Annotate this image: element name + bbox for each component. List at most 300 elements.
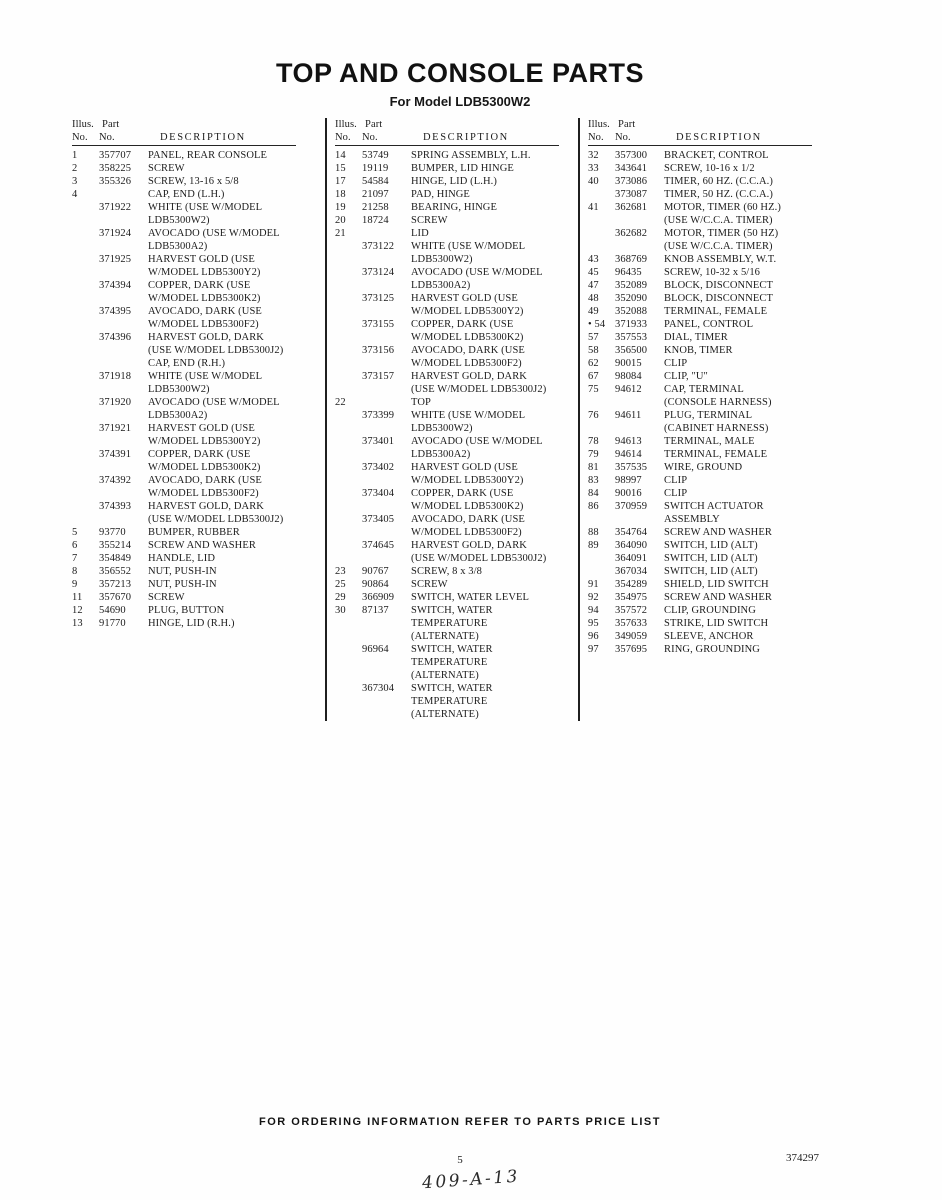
part-no-cell: 94612 xyxy=(615,384,642,395)
part-row xyxy=(335,565,578,578)
illus-header-label: Illus. xyxy=(588,119,610,130)
part-row xyxy=(72,565,325,578)
illus-no-cell: 75 xyxy=(588,384,599,395)
description-cell: SCREW AND WASHER xyxy=(664,527,772,538)
part-row xyxy=(72,422,325,448)
part-row xyxy=(335,513,578,539)
part-no-cell: 94611 xyxy=(615,410,642,421)
part-row xyxy=(588,552,831,565)
description-cell: SWITCH, LID (ALT) xyxy=(664,553,758,564)
part-row xyxy=(588,253,831,266)
description-cell: SCREW xyxy=(411,215,448,226)
part-no-cell: 352090 xyxy=(615,293,648,304)
part-row xyxy=(72,500,325,526)
description-cell: BLOCK, DISCONNECT xyxy=(664,293,774,304)
illus-no-cell: 57 xyxy=(588,332,599,343)
illus-no-cell: 23 xyxy=(335,566,346,577)
part-no-cell: 373402 xyxy=(362,462,395,473)
part-row xyxy=(588,565,831,578)
illus-no-cell: 5 xyxy=(72,527,78,538)
description-cell: SCREW, 10-32 x 5/16 xyxy=(664,267,761,278)
part-row xyxy=(588,643,831,656)
illus-no-cell: 1 xyxy=(72,150,78,161)
illus-header-label: Illus. xyxy=(335,119,357,130)
part-row xyxy=(588,474,831,487)
part-row xyxy=(72,591,325,604)
part-row xyxy=(335,149,578,162)
part-row xyxy=(588,487,831,500)
part-no-cell: 94614 xyxy=(615,449,642,460)
part-row xyxy=(588,149,831,162)
part-row xyxy=(72,526,325,539)
description-cell: SPRING ASSEMBLY, L.H. xyxy=(411,150,531,161)
part-row xyxy=(588,331,831,344)
part-no-label: No. xyxy=(362,132,378,143)
part-no-cell: 90864 xyxy=(362,579,389,590)
part-row xyxy=(72,578,325,591)
part-no-cell: 374392 xyxy=(99,475,132,486)
part-row xyxy=(588,175,831,188)
description-cell: AVOCADO (USE W/MODEL LDB5300A2) xyxy=(411,267,543,291)
part-no-cell: 362682 xyxy=(615,228,648,239)
illus-no-cell: 91 xyxy=(588,579,599,590)
description-cell: SCREW xyxy=(148,163,185,174)
description-cell: AVOCADO (USE W/MODEL LDB5300A2) xyxy=(411,436,543,460)
part-no-cell: 373155 xyxy=(362,319,395,330)
part-row xyxy=(335,162,578,175)
illus-no-cell: 30 xyxy=(335,605,346,616)
description-cell: SWITCH, WATER TEMPERATURE (ALTERNATE) xyxy=(411,683,493,720)
part-no-cell: 18724 xyxy=(362,215,389,226)
part-no-cell: 371924 xyxy=(99,228,132,239)
description-cell: CAP, END (L.H.) xyxy=(148,189,225,200)
part-no-cell: 90767 xyxy=(362,566,389,577)
part-no-cell: 371933 xyxy=(615,319,648,330)
part-no-cell: 93770 xyxy=(99,527,126,538)
description-cell: TIMER, 50 HZ. (C.C.A.) xyxy=(664,189,773,200)
part-row xyxy=(72,396,325,422)
page-number: 5 xyxy=(457,1154,463,1166)
part-row xyxy=(588,162,831,175)
illus-no-cell: 89 xyxy=(588,540,599,551)
part-no-cell: 364090 xyxy=(615,540,648,551)
illus-no-cell: 15 xyxy=(335,163,346,174)
part-no-cell: 87137 xyxy=(362,605,389,616)
description-cell: CLIP, GROUNDING xyxy=(664,605,756,616)
part-no-cell: 349059 xyxy=(615,631,648,642)
part-no-cell: 371920 xyxy=(99,397,132,408)
description-cell: HANDLE, LID xyxy=(148,553,216,564)
footer-note: FOR ORDERING INFORMATION REFER TO PARTS PRICE LIST xyxy=(259,1116,661,1128)
illus-no-cell: 33 xyxy=(588,163,599,174)
illus-no-cell: 76 xyxy=(588,410,599,421)
part-row xyxy=(588,266,831,279)
description-cell: SWITCH, WATER TEMPERATURE (ALTERNATE) xyxy=(411,605,493,642)
part-no-cell: 352088 xyxy=(615,306,648,317)
part-row xyxy=(335,643,578,682)
part-row xyxy=(72,604,325,617)
part-header-label: Part xyxy=(618,119,636,130)
part-no-cell: 98997 xyxy=(615,475,642,486)
description-cell: HINGE, LID (R.H.) xyxy=(148,618,235,629)
part-no-cell: 90016 xyxy=(615,488,642,499)
description-cell: AVOCADO (USE W/MODEL LDB5300A2) xyxy=(148,228,280,252)
illus-no-cell: 92 xyxy=(588,592,599,603)
illus-no-cell: 43 xyxy=(588,254,599,265)
illus-no-cell: 88 xyxy=(588,527,599,538)
description-cell: AVOCADO, DARK (USE W/MODEL LDB5300F2) xyxy=(148,306,262,330)
parts-column-3 xyxy=(578,118,831,721)
part-no-cell: 374391 xyxy=(99,449,132,460)
description-cell: DIAL, TIMER xyxy=(664,332,728,343)
part-row xyxy=(335,240,578,266)
description-cell: STRIKE, LID SWITCH xyxy=(664,618,769,629)
part-no-cell: 374394 xyxy=(99,280,132,291)
illus-no-cell: 49 xyxy=(588,306,599,317)
description-cell: MOTOR, TIMER (60 HZ.) (USE W/C.C.A. TIMER) xyxy=(664,202,781,226)
part-row xyxy=(588,604,831,617)
description-cell: BEARING, HINGE xyxy=(411,202,497,213)
description-cell: HARVEST GOLD (USE W/MODEL LDB5300Y2) xyxy=(411,293,524,317)
illus-no-cell: 83 xyxy=(588,475,599,486)
description-cell: TOP xyxy=(411,397,431,408)
part-no-cell: 357553 xyxy=(615,332,648,343)
description-cell: SHIELD, LID SWITCH xyxy=(664,579,769,590)
illus-header-label: Illus. xyxy=(72,119,94,130)
illus-no-cell: 81 xyxy=(588,462,599,473)
part-row xyxy=(335,591,578,604)
part-no-cell: 357670 xyxy=(99,592,132,603)
part-row xyxy=(72,448,325,474)
part-no-cell: 343641 xyxy=(615,163,648,174)
part-row xyxy=(588,448,831,461)
illus-no-cell: 20 xyxy=(335,215,346,226)
part-no-cell: 357707 xyxy=(99,150,132,161)
part-row xyxy=(335,487,578,513)
part-no-cell: 371922 xyxy=(99,202,132,213)
part-no-cell: 371918 xyxy=(99,371,132,382)
illus-no-cell: 19 xyxy=(335,202,346,213)
description-cell: BLOCK, DISCONNECT xyxy=(664,280,774,291)
part-row xyxy=(335,227,578,240)
part-header-label: Part xyxy=(365,119,383,130)
description-cell: BUMPER, LID HINGE xyxy=(411,163,514,174)
part-no-cell: 352089 xyxy=(615,280,648,291)
parts-column-2 xyxy=(325,118,578,721)
part-no-cell: 368769 xyxy=(615,254,648,265)
part-no-cell: 357535 xyxy=(615,462,648,473)
illus-no-cell: 2 xyxy=(72,163,78,174)
illus-no-cell: 40 xyxy=(588,176,599,187)
part-row xyxy=(335,539,578,565)
description-cell: BRACKET, CONTROL xyxy=(664,150,769,161)
part-row xyxy=(72,175,325,188)
part-row xyxy=(335,435,578,461)
illus-no-cell: 12 xyxy=(72,605,83,616)
part-no-cell: 98084 xyxy=(615,371,642,382)
page-header xyxy=(70,58,850,109)
description-cell: MOTOR, TIMER (50 HZ) (USE W/C.C.A. TIMER) xyxy=(664,228,779,252)
part-row xyxy=(72,227,325,253)
illus-no-cell: 9 xyxy=(72,579,78,590)
description-cell: HARVEST GOLD (USE W/MODEL LDB5300Y2) xyxy=(148,423,261,447)
part-no-cell: 357572 xyxy=(615,605,648,616)
part-row xyxy=(588,500,831,526)
part-row xyxy=(72,331,325,370)
description-cell: SCREW xyxy=(148,592,185,603)
description-cell: SCREW AND WASHER xyxy=(664,592,772,603)
part-row xyxy=(72,474,325,500)
description-cell: CLIP xyxy=(664,475,688,486)
part-no-cell: 373122 xyxy=(362,241,395,252)
description-cell: SCREW AND WASHER xyxy=(148,540,256,551)
part-row xyxy=(72,162,325,175)
description-cell: HARVEST GOLD, DARK (USE W/MODEL LDB5300J2) xyxy=(148,501,284,525)
column-header xyxy=(335,118,578,146)
description-cell: HARVEST GOLD, DARK (USE W/MODEL LDB5300J2) CAP, END (R.H.) xyxy=(148,332,284,369)
illus-no-label: No. xyxy=(588,132,604,143)
part-no-cell: 21097 xyxy=(362,189,389,200)
part-no-cell: 362681 xyxy=(615,202,648,213)
part-row xyxy=(588,539,831,552)
description-cell: AVOCADO, DARK (USE W/MODEL LDB5300F2) xyxy=(411,514,525,538)
description-cell: KNOB ASSEMBLY, W.T. xyxy=(664,254,777,265)
parts-table xyxy=(72,118,831,721)
part-no-cell: 94613 xyxy=(615,436,642,447)
illus-no-label: No. xyxy=(335,132,351,143)
description-cell: CAP, TERMINAL (CONSOLE HARNESS) xyxy=(664,384,772,408)
illus-no-cell: 41 xyxy=(588,202,599,213)
description-cell: NUT, PUSH-IN xyxy=(148,566,217,577)
part-row xyxy=(588,617,831,630)
part-row xyxy=(588,630,831,643)
illus-no-cell: 62 xyxy=(588,358,599,369)
parts-column-1 xyxy=(72,118,325,721)
illus-no-cell: 95 xyxy=(588,618,599,629)
description-cell: AVOCADO (USE W/MODEL LDB5300A2) xyxy=(148,397,280,421)
part-no-cell: 373399 xyxy=(362,410,395,421)
part-row xyxy=(335,370,578,396)
illus-no-cell: 29 xyxy=(335,592,346,603)
illus-no-cell: 48 xyxy=(588,293,599,304)
part-no-cell: 374393 xyxy=(99,501,132,512)
description-cell: TERMINAL, MALE xyxy=(664,436,755,447)
illus-no-cell: 79 xyxy=(588,449,599,460)
illus-no-cell: 11 xyxy=(72,592,83,603)
part-no-cell: 357695 xyxy=(615,644,648,655)
illus-no-cell: 6 xyxy=(72,540,78,551)
part-row xyxy=(335,578,578,591)
part-no-cell: 54584 xyxy=(362,176,389,187)
part-row xyxy=(588,292,831,305)
part-row xyxy=(588,318,831,331)
description-cell: LID xyxy=(411,228,429,239)
description-cell: PANEL, REAR CONSOLE xyxy=(148,150,268,161)
part-row xyxy=(588,201,831,227)
handwritten-mark: 409-A-13 xyxy=(421,1166,521,1194)
part-no-cell: 91770 xyxy=(99,618,126,629)
description-cell: COPPER, DARK (USE W/MODEL LDB5300K2) xyxy=(148,449,261,473)
part-row xyxy=(335,188,578,201)
part-no-cell: 373401 xyxy=(362,436,395,447)
illus-no-cell: 22 xyxy=(335,397,346,408)
illus-no-cell: 13 xyxy=(72,618,83,629)
description-cell: SCREW xyxy=(411,579,448,590)
part-row xyxy=(72,201,325,227)
part-no-cell: 373157 xyxy=(362,371,395,382)
description-cell: SCREW, 8 x 3/8 xyxy=(411,566,483,577)
part-row xyxy=(335,175,578,188)
description-cell: SLEEVE, ANCHOR xyxy=(664,631,754,642)
part-no-cell: 21258 xyxy=(362,202,389,213)
illus-no-cell: 84 xyxy=(588,488,599,499)
part-no-cell: 373086 xyxy=(615,176,648,187)
part-row xyxy=(335,461,578,487)
illus-no-cell: 67 xyxy=(588,371,599,382)
part-row xyxy=(588,279,831,292)
part-row xyxy=(335,318,578,344)
illus-no-cell: 45 xyxy=(588,267,599,278)
part-no-cell: 366909 xyxy=(362,592,395,603)
part-row xyxy=(588,526,831,539)
description-cell: TERMINAL, FEMALE xyxy=(664,306,768,317)
part-row xyxy=(588,461,831,474)
part-no-cell: 373404 xyxy=(362,488,395,499)
part-no-cell: 53749 xyxy=(362,150,389,161)
part-row xyxy=(335,682,578,721)
part-no-cell: 358225 xyxy=(99,163,132,174)
part-row xyxy=(335,201,578,214)
illus-no-cell: 94 xyxy=(588,605,599,616)
illus-no-cell: 8 xyxy=(72,566,78,577)
part-no-label: No. xyxy=(99,132,115,143)
part-row xyxy=(72,617,325,630)
part-row xyxy=(72,370,325,396)
illus-no-cell: 4 xyxy=(72,189,78,200)
part-row xyxy=(72,539,325,552)
description-cell: NUT, PUSH-IN xyxy=(148,579,217,590)
description-cell: SWITCH, WATER TEMPERATURE (ALTERNATE) xyxy=(411,644,493,681)
illus-no-cell: 47 xyxy=(588,280,599,291)
description-cell: CLIP xyxy=(664,488,688,499)
page-title: TOP AND CONSOLE PARTS xyxy=(275,58,645,88)
part-no-cell: 96435 xyxy=(615,267,642,278)
description-label: DESCRIPTION xyxy=(676,132,762,143)
page-subtitle: For Model LDB5300W2 xyxy=(389,94,531,109)
description-cell: KNOB, TIMER xyxy=(664,345,733,356)
description-cell: SWITCH ACTUATOR ASSEMBLY xyxy=(664,501,764,525)
description-cell: TERMINAL, FEMALE xyxy=(664,449,768,460)
column-header xyxy=(72,118,325,146)
part-row xyxy=(335,292,578,318)
part-row xyxy=(72,253,325,279)
description-cell: RING, GROUNDING xyxy=(664,644,760,655)
illus-no-cell: 17 xyxy=(335,176,346,187)
illus-no-cell: 78 xyxy=(588,436,599,447)
description-cell: WHITE (USE W/MODEL LDB5300W2) xyxy=(148,202,263,226)
part-row xyxy=(588,305,831,318)
part-no-cell: 373405 xyxy=(362,514,395,525)
part-no-cell: 374645 xyxy=(362,540,395,551)
part-row xyxy=(72,305,325,331)
description-cell: SCREW, 13-16 x 5/8 xyxy=(148,176,239,187)
description-cell: PLUG, BUTTON xyxy=(148,605,225,616)
description-cell: SWITCH, WATER LEVEL xyxy=(411,592,530,603)
column-header xyxy=(588,118,831,146)
part-no-cell: 373156 xyxy=(362,345,395,356)
part-no-label: No. xyxy=(615,132,631,143)
description-cell: HARVEST GOLD (USE W/MODEL LDB5300Y2) xyxy=(411,462,524,486)
part-no-cell: 371921 xyxy=(99,423,132,434)
description-cell: WHITE (USE W/MODEL LDB5300W2) xyxy=(411,410,526,434)
part-row xyxy=(588,344,831,357)
part-row xyxy=(335,396,578,409)
part-no-cell: 373124 xyxy=(362,267,395,278)
description-cell: PAD, HINGE xyxy=(411,189,470,200)
part-no-cell: 374395 xyxy=(99,306,132,317)
part-row xyxy=(588,591,831,604)
part-no-cell: 373087 xyxy=(615,189,648,200)
part-no-cell: 356552 xyxy=(99,566,132,577)
part-row xyxy=(72,279,325,305)
part-header-label: Part xyxy=(102,119,120,130)
part-row xyxy=(588,578,831,591)
part-row xyxy=(72,149,325,162)
description-cell: WIRE, GROUND xyxy=(664,462,743,473)
description-cell: HARVEST GOLD, DARK (USE W/MODEL LDB5300J2) xyxy=(411,371,547,395)
part-no-cell: 54690 xyxy=(99,605,126,616)
description-cell: COPPER, DARK (USE W/MODEL LDB5300K2) xyxy=(411,488,524,512)
part-row xyxy=(588,370,831,383)
illus-no-cell: 21 xyxy=(335,228,346,239)
description-cell: AVOCADO, DARK (USE W/MODEL LDB5300F2) xyxy=(411,345,525,369)
illus-no-label: No. xyxy=(72,132,88,143)
part-row xyxy=(588,227,831,253)
part-no-cell: 354849 xyxy=(99,553,132,564)
illus-no-cell: 18 xyxy=(335,189,346,200)
part-no-cell: 356500 xyxy=(615,345,648,356)
part-no-cell: 373125 xyxy=(362,293,395,304)
description-cell: COPPER, DARK (USE W/MODEL LDB5300K2) xyxy=(148,280,261,304)
description-cell: HARVEST GOLD (USE W/MODEL LDB5300Y2) xyxy=(148,254,261,278)
part-no-cell: 357213 xyxy=(99,579,132,590)
description-cell: WHITE (USE W/MODEL LDB5300W2) xyxy=(411,241,526,265)
description-cell: SWITCH, LID (ALT) xyxy=(664,566,758,577)
description-cell: SCREW, 10-16 x 1/2 xyxy=(664,163,755,174)
part-row xyxy=(588,188,831,201)
part-no-cell: 357300 xyxy=(615,150,648,161)
description-cell: PLUG, TERMINAL (CABINET HARNESS) xyxy=(664,410,769,434)
part-row xyxy=(335,409,578,435)
description-cell: WHITE (USE W/MODEL LDB5300W2) xyxy=(148,371,263,395)
illus-no-cell: 86 xyxy=(588,501,599,512)
description-label: DESCRIPTION xyxy=(160,132,246,143)
description-cell: CLIP xyxy=(664,358,688,369)
part-row xyxy=(72,188,325,201)
part-row xyxy=(335,214,578,227)
part-no-cell: 354289 xyxy=(615,579,648,590)
illus-no-cell: 96 xyxy=(588,631,599,642)
part-no-cell: 367034 xyxy=(615,566,648,577)
description-cell: TIMER, 60 HZ. (C.C.A.) xyxy=(664,176,773,187)
part-row xyxy=(588,409,831,435)
illus-no-cell: 32 xyxy=(588,150,599,161)
description-cell: COPPER, DARK (USE W/MODEL LDB5300K2) xyxy=(411,319,524,343)
illus-no-cell: 3 xyxy=(72,176,78,187)
part-no-cell: 355326 xyxy=(99,176,132,187)
part-row xyxy=(588,435,831,448)
part-no-cell: 355214 xyxy=(99,540,132,551)
